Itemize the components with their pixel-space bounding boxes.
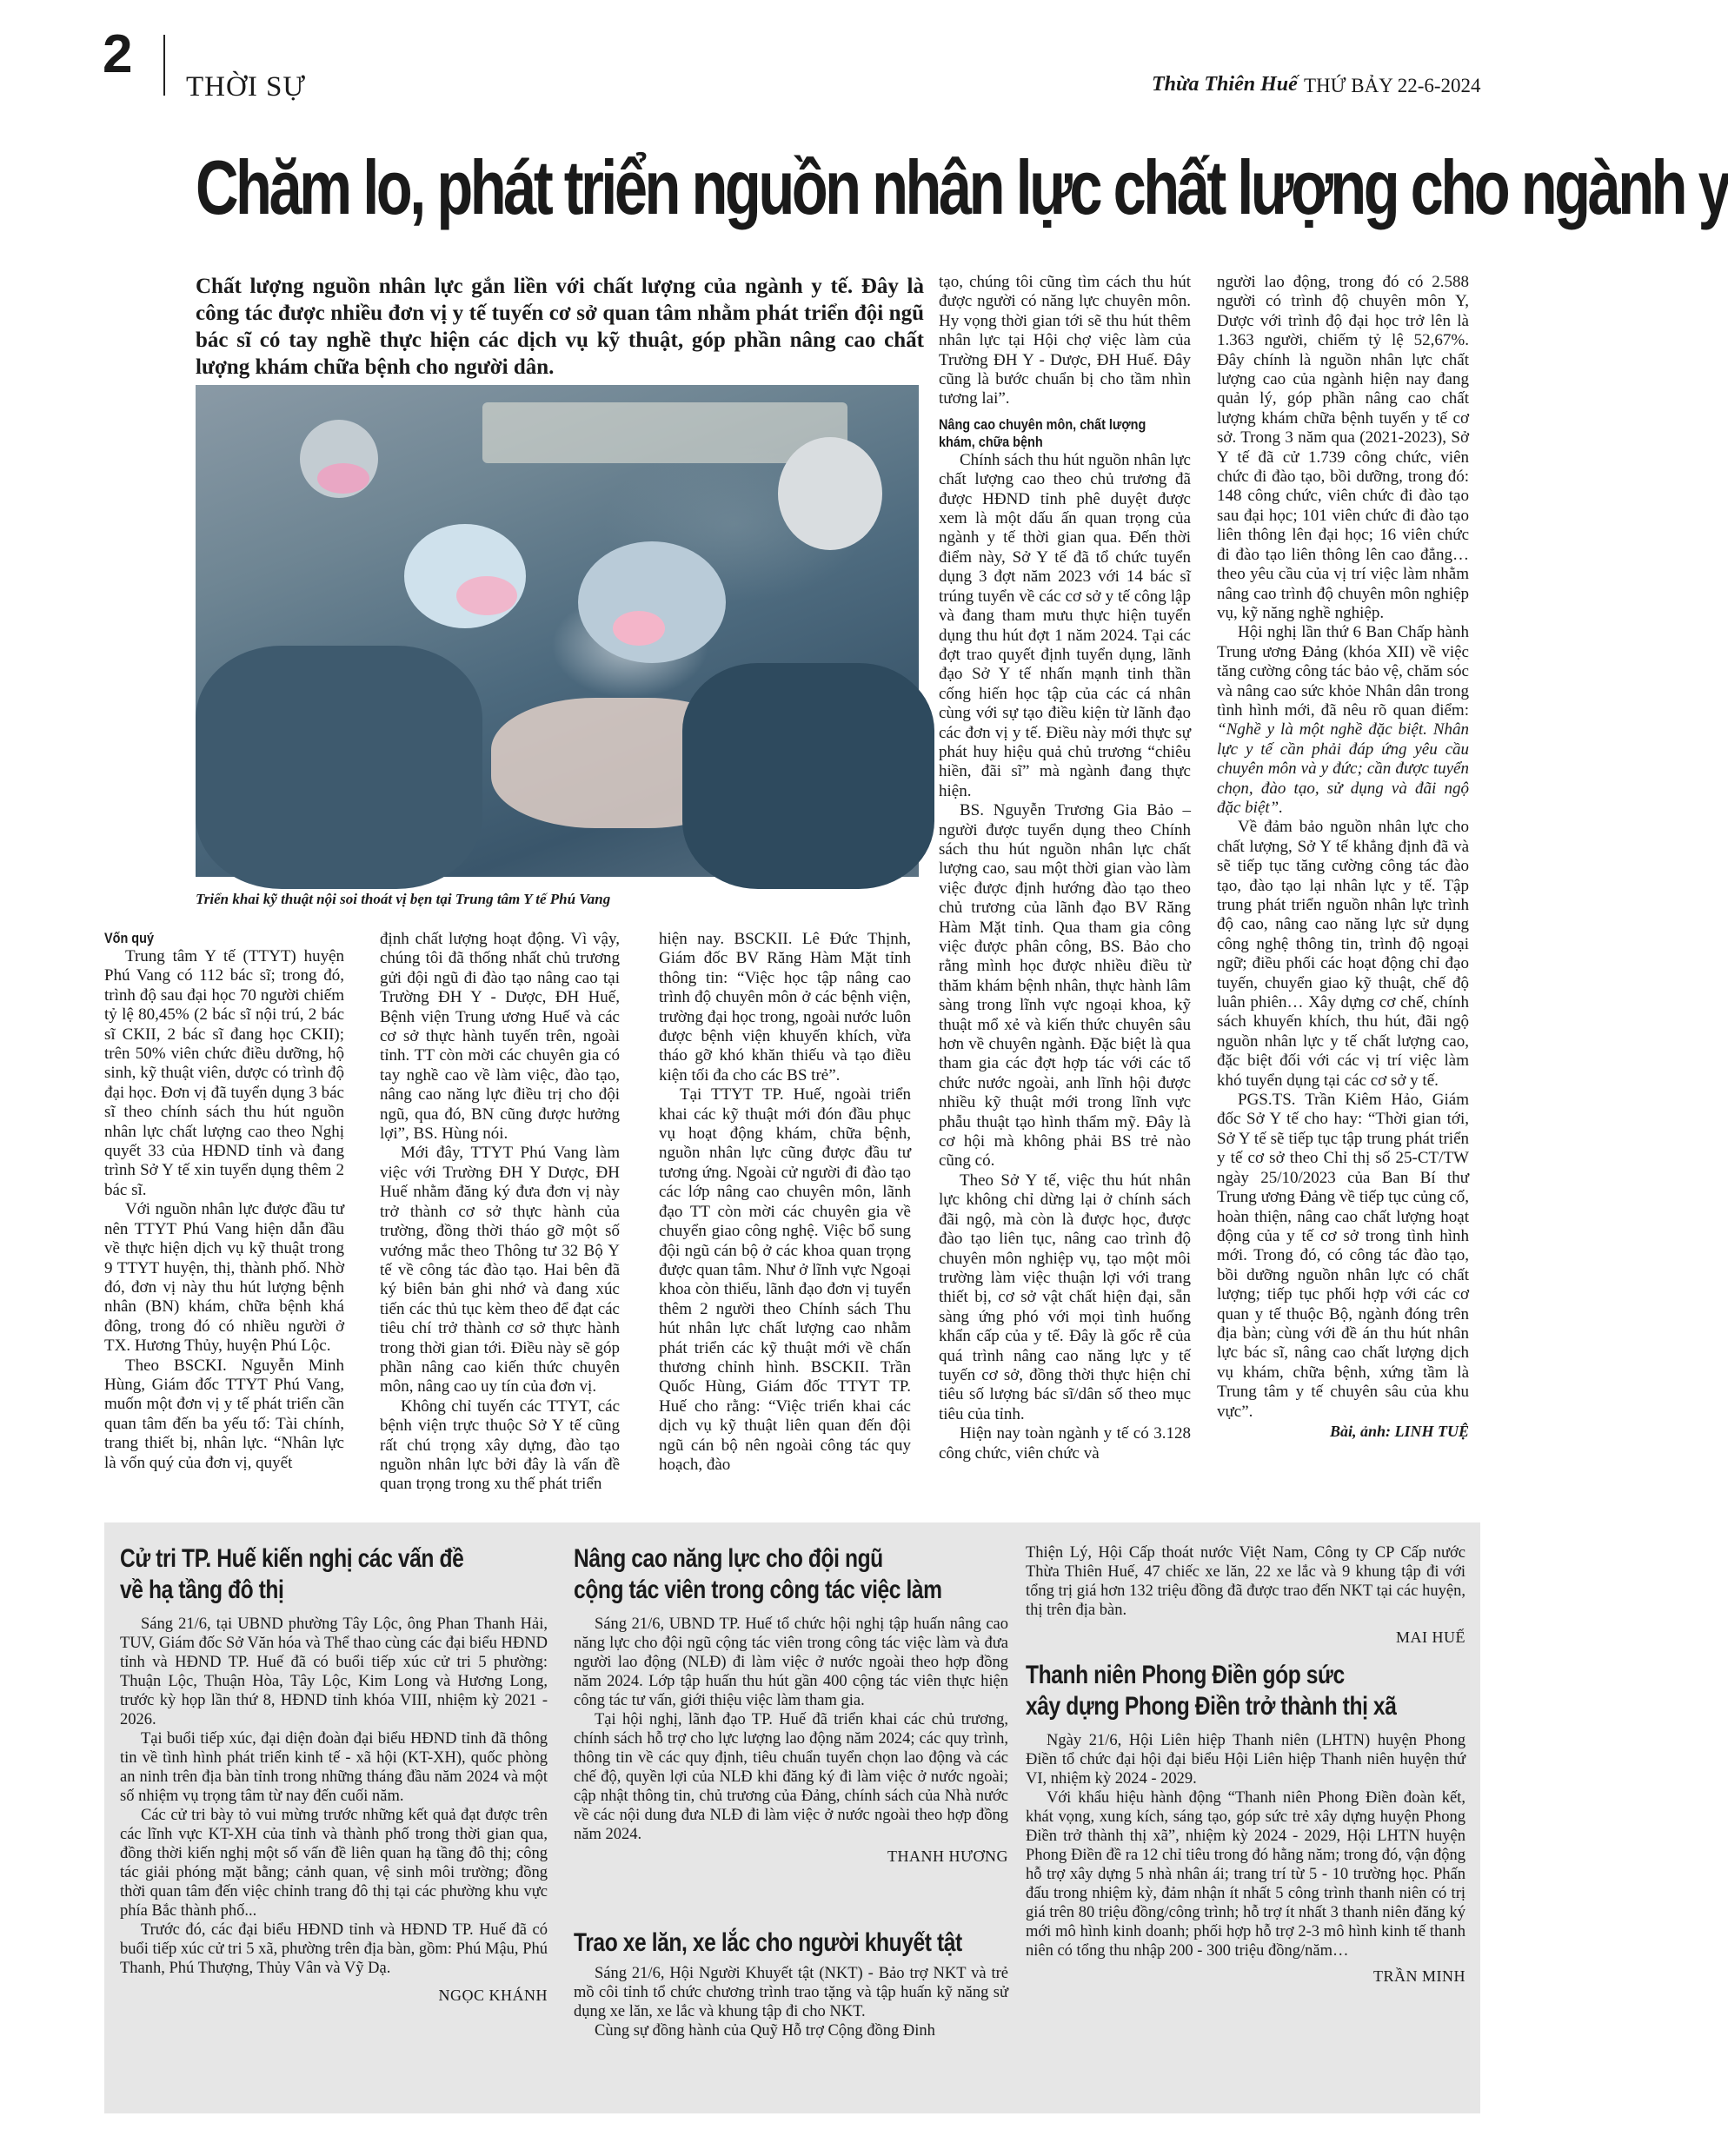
paragraph xyxy=(1217,623,1469,818)
page-number: 2 xyxy=(103,24,133,84)
subheading: Nâng cao chuyên môn, chất lượng xyxy=(939,415,1146,433)
subheading: Vốn quý xyxy=(104,930,155,946)
paragraph: Mới đây, TTYT Phú Vang làm việc với Trường ĐH Y Dược, ĐH Huế nhằm đăng ký đưa đơn vị này trở thành cơ sở thực hành của trường, đồng thời tháo gỡ một số vướng mắc theo Thông tư 32 Bộ Y tế về công tác đào tạo. Hai bên đã ký biên bản ghi nhớ và đang xúc tiến các thủ tục kèm theo để đạt các tiêu chí trở thành cơ sở thực hành trong thời gian tới. Điều này sẽ góp phần nâng cao kiến thức chuyên môn, nâng cao uy tín của đơn vị. xyxy=(380,1144,620,1396)
paragraph: người lao động, trong đó có 2.588 người có trình độ chuyên môn Y, Dược với trình độ đại học trở lên là 1.363 người, chiếm tỷ lệ 52,67%. Đây chính là nguồn nhân lực chất lượng cao của ngành hiện nay đang quản lý, góp phần nâng cao chất lượng khám chữa bệnh tuyến y tế cơ sở. Trong 3 năm qua (2021-2023), Sở Y tế đã cử 1.739 công chức, viên chức đi đào tạo, bồi dưỡng, trong đó: 148 công chức, viên chức đi đào tạo sau đại học; 101 viên chức đi đào tạo liên thông lên đại học; 16 viên chức đi đào tạo liên thông lên cao đẳng… theo yêu cầu của vị trí việc làm nhằm nâng cao trình độ chuyên môn nghiệp vụ, kỹ năng nghề nghiệp. xyxy=(1217,273,1469,622)
paragraph: Trước đó, các đại biểu HĐND tỉnh và HĐND TP. Huế đã có buổi tiếp xúc cử tri 5 xã, phường trên địa bàn, gồm: Phú Mậu, Phú Thanh, Phú Thượng, Thủy Vân và Vỹ Dạ. xyxy=(120,1921,548,1977)
news-brief-2 xyxy=(574,1543,1008,1866)
news-brief-1 xyxy=(120,1543,548,2005)
paragraph: Tại buổi tiếp xúc, đại diện đoàn đại biểu HĐND tỉnh đã thông tin về tình hình phát triển kinh tế - xã hội (KT-XH), quốc phòng an ninh trên địa bàn tỉnh trong những tháng đầu năm 2024 và một số nhiệm vụ trọng tâm từ nay đến cuối năm. xyxy=(120,1730,548,1805)
news-title: xây dựng Phong Điền trở thành thị xã xyxy=(1026,1692,1397,1721)
article-lead: Chất lượng nguồn nhân lực gắn liền với chất lượng của ngành y tế. Đây là công tác được nhiều đơn vị y tế tuyến cơ sở quan tâm nhằm phát triển đội ngũ bác sĩ có tay nghề thực hiện các dịch vụ kỹ thuật, góp phần nâng cao chất lượng khám chữa bệnh cho người dân. xyxy=(196,275,924,379)
news-brief-3-continued xyxy=(1026,1543,1465,1647)
paragraph: hiện nay. BSCKII. Lê Đức Thịnh, Giám đốc BV Răng Hàm Mặt tỉnh thông tin: “Việc học tập nâng cao trình độ chuyên môn ở các bệnh viện, trường đại học trong, ngoài nước luôn được bệnh viện khuyến khích, vừa tháo gỡ khó khăn thiếu và tạo điều kiện tối đa cho các BS trẻ”. xyxy=(659,930,911,1085)
news-brief-3 xyxy=(574,1927,1008,2040)
article-column-4 xyxy=(939,273,1191,1463)
paragraph: Không chỉ tuyến các TTYT, các bệnh viện trực thuộc Sở Y tế cũng rất chú trọng xây dựng, đào tạo nguồn nhân lực bởi đây là vấn đề quan trọng trong xu thế phát triển xyxy=(380,1396,620,1494)
news-title: Cử tri TP. Huế kiến nghị các vấn đề xyxy=(120,1544,464,1573)
paper-name: Thừa Thiên Huế xyxy=(1152,73,1298,96)
quote-text: “Nghề y là một nghề đặc biệt. Nhân lực y tế cần phải đáp ứng yêu cầu chuyên môn và y đức; cần được tuyển chọn, đào tạo, sử dụng và đãi ngộ đặc biệt”. xyxy=(1217,720,1469,817)
news-author: NGỌC KHÁNH xyxy=(438,1987,548,2004)
news-title: Trao xe lăn, xe lắc cho người khuyết tật xyxy=(574,1928,962,1957)
news-author: MAI HUẾ xyxy=(1396,1629,1465,1646)
news-title: Thanh niên Phong Điền góp sức xyxy=(1026,1661,1345,1689)
article-column-2 xyxy=(380,930,620,1495)
header-divider xyxy=(163,35,165,96)
news-body xyxy=(1026,1731,1465,1960)
news-author: THANH HƯƠNG xyxy=(887,1848,1008,1865)
news-body xyxy=(574,1615,1008,1844)
article-byline: Bài, ảnh: LINH TUỆ xyxy=(1329,1422,1469,1440)
article-column-1 xyxy=(104,930,344,1473)
paragraph: Với khẩu hiệu hành động “Thanh niên Phong Điền đoàn kết, khát vọng, xung kích, sáng tạo, góp sức trẻ xây dựng huyện Phong Điền trở thành thị xã”, nhiệm kỳ 2024 - 2029, Hội LHTN huyện Phong Điền đề ra 12 chỉ tiêu trong đó hằng năm; trong đó, vận động hỗ trợ xây dựng 5 nhà nhân ái; trang trí từ 5 - 10 trường học. Phấn đấu trong nhiệm kỳ, đảm nhận ít nhất 5 công trình thanh niên có trị giá trên 80 triệu đồng/công trình; hỗ trợ ít nhất 3 thanh niên đăng ký mới mô hình kinh doanh; phối hợp hỗ trợ 2-3 mô hình kinh tế thanh niên có tổng thu nhập 200 - 300 triệu đồng/năm… xyxy=(1026,1789,1465,1960)
paragraph: PGS.TS. Trần Kiêm Hảo, Giám đốc Sở Y tế cho hay: “Thời gian tới, Sở Y tế sẽ tiếp tục tập trung phát triển y tế cơ sở theo Chỉ thị số 25-CT/TW ngày 25/10/2023 của Ban Bí thư Trung ương Đảng về tiếp tục củng cố, hoàn thiện, nâng cao chất lượng hoạt động của y tế cơ sở trong tình hình mới. Trong đó, có công tác đào tạo, bồi dưỡng nguồn nhân lực có chất lượng; tiếp tục phối hợp với các cơ quan y tế thuộc Bộ, ngành đóng trên địa bàn; cùng với đề án thu hút nhân lực bác sĩ, nâng cao chất lượng dịch vụ khám, chữa bệnh, xứng tầm là Trung tâm y tế chuyên sâu của khu vực”. xyxy=(1217,1091,1469,1421)
section-title: THỜI SỰ xyxy=(186,71,307,103)
paragraph: Tại hội nghị, lãnh đạo TP. Huế đã triển khai các chủ trương, chính sách hỗ trợ cho lực lượng lao động năm 2024; các quy trình, thông tin về các quy định, tiêu chuẩn tuyển chọn lao động và các chế độ, quyền lợi của NLĐ khi đăng ký đi làm việc ở nước ngoài; cập nhật thông tin, chủ trương của Đảng, chính sách của Nhà nước về các nội dung đưa NLĐ đi làm việc ở nước ngoài theo hợp đồng năm 2024. xyxy=(574,1711,1008,1843)
news-title: cộng tác viên trong công tác việc làm xyxy=(574,1576,942,1604)
paragraph: BS. Nguyễn Trương Gia Bảo – người được tuyển dụng theo Chính sách thu hút nguồn nhân lực chất lượng cao, sau một thời gian vào làm việc được định hướng đào tạo theo chủ trương của lãnh đạo BV Răng Hàm Mặt tỉnh. Qua tham gia công việc được phân công, BS. Bảo cho rằng mình học được nhiều điều từ thăm khám bệnh nhân, thực hành lâm sàng trong lĩnh vực ngoại khoa, kỹ thuật mổ xẻ và kiến thức chuyên sâu hơn về chuyên ngành. Đặc biệt là qua tham gia các đợt hợp tác với các tổ chức nước ngoài, anh lĩnh hội được nhiều kỹ thuật mới trong lĩnh vực phẫu thuật tạo hình thẩm mỹ. Đây là cơ hội mà không phải BS trẻ nào cũng có. xyxy=(939,801,1191,1171)
paragraph: Thiện Lý, Hội Cấp thoát nước Việt Nam, Công ty CP Cấp nước Thừa Thiên Huế, 47 chiếc xe lăn, 22 xe lắc và 9 khung tập đi với tổng trị giá hơn 132 triệu đồng đã được trao đến NKT tại các huyện, thị trên địa bàn. xyxy=(1026,1544,1465,1619)
paragraph: tạo, chúng tôi cũng tìm cách thu hút được người có năng lực chuyên môn. Hy vọng thời gian tới sẽ thu hút thêm nhân lực tại Hội chợ việc làm của Trường ĐH Y - Dược, ĐH Huế. Đây cũng là bước chuẩn bị cho tầm nhìn tương lai”. xyxy=(939,273,1191,408)
paragraph: Tại TTYT TP. Huế, ngoài triển khai các kỹ thuật mới đón đầu phục vụ hoạt động khám, chữa bệnh, nguồn nhân lực cũng được đầu tư tương ứng. Ngoài cử người đi đào tạo các lớp nâng cao chuyên môn, lãnh đạo TT còn mời các chuyên gia về chuyển giao công nghệ. Việc bổ sung đội ngũ cán bộ ở các khoa quan trọng được quan tâm. Như ở lĩnh vực Ngoại khoa còn thiếu, lãnh đạo đơn vị tuyển thêm 2 người theo Chính sách Thu hút nhân lực chất lượng cao nhằm phát triển các kỹ thuật mới về chấn thương chỉnh hình. BSCKII. Trần Quốc Hùng, Giám đốc TTYT TP. Huế cho rằng: “Việc triển khai các dịch vụ kỹ thuật liên quan đến đội ngũ cán bộ nên ngoài công tác quy hoạch, đào xyxy=(659,1085,911,1474)
news-author: TRẦN MINH xyxy=(1373,1967,1465,1985)
photo-caption: Triển khai kỹ thuật nội soi thoát vị bẹn tại Trung tâm Y tế Phú Vang xyxy=(196,891,611,907)
paragraph: Về đảm bảo nguồn nhân lực cho chất lượng, Sở Y tế khẳng định đã và sẽ tiếp tục tăng cường công tác đào tạo, đào tạo lại nhân lực y tế. Tập trung phát triển nguồn nhân lực trình độ cao, nâng cao năng lực sử dụng công nghệ thông tin, trình độ ngoại ngữ; điều phối các hoạt động chỉ đạo tuyến, chuyển giao kỹ thuật, chế độ luân phiên… Xây dựng cơ chế, chính sách khuyến khích, thu hút, đãi ngộ nguồn nhân lực y tế chất lượng cao, đặc biệt đối với các vị trí việc làm khó tuyển dụng tại các cơ sở y tế. xyxy=(1217,818,1469,1090)
paragraph: Hiện nay toàn ngành y tế có 3.128 công chức, viên chức và xyxy=(939,1424,1191,1463)
paragraph: Ngày 21/6, Hội Liên hiệp Thanh niên (LHTN) huyện Phong Điền tổ chức đại hội đại biểu Hội Liên hiệp Thanh niên huyện thứ VI, nhiệm kỳ 2024 - 2029. xyxy=(1026,1732,1465,1788)
article-column-5 xyxy=(1217,273,1469,1441)
paragraph: Theo Sở Y tế, việc thu hút nhân lực không chỉ dừng lại ở chính sách đãi ngộ, mà còn là được học, được đào tạo liên tục, nâng cao trình độ chuyên môn nghiệp vụ, tạo một môi trường làm việc thuận lợi với trang thiết bị, cơ sở vật chất hiện đại, sẵn sàng ứng phó với mọi tình huống khẩn cấp của y tế. Đây là gốc rễ của quá trình nâng cao năng lực y tế tuyến cơ sở, đồng thời thực hiện chỉ tiêu số lượng bác sĩ/dân số theo mục tiêu của tỉnh. xyxy=(939,1171,1191,1423)
news-body xyxy=(120,1615,548,1978)
paragraph: Các cử tri bày tỏ vui mừng trước những kết quả đạt được trên các lĩnh vực KT-XH của tỉnh và thành phố trong thời gian qua, đồng thời kiến nghị một số vấn đề liên quan hạ tầng đô thị; công tác giải phóng mặt bằng; cảnh quan, vệ sinh môi trường; đồng thời quan tâm đến việc chỉnh trang đô thị tại các phường khu vực phía Bắc thành phố... xyxy=(120,1807,548,1920)
paragraph: Theo BSCKI. Nguyễn Minh Hùng, Giám đốc TTYT Phú Vang, muốn một đơn vị y tế phát triển cần quan tâm đến ba yếu tố: Tài chính, trang thiết bị, nhân lực. “Nhân lực là vốn quý của đơn vị, quyết xyxy=(104,1356,344,1472)
article-column-3 xyxy=(659,930,911,1475)
surgery-photo xyxy=(196,385,919,877)
paragraph: định chất lượng hoạt động. Vì vậy, chúng tôi đã thống nhất chủ trương gửi đội ngũ đi đào tạo nâng cao tại Trường ĐH Y - Dược, ĐH Huế, Bệnh viện Trung ương Huế và các cơ sở thực hành tuyến trên, ngoài tỉnh. TT còn mời các chuyên gia có tay nghề cao về làm việc, đào tạo, nâng cao năng lực điều trị cho đội ngũ, qua đó, BN cũng được hưởng lợi”, BS. Hùng nói. xyxy=(380,930,620,1144)
paragraph-text: Hội nghị lần thứ 6 Ban Chấp hành Trung ương Đảng (khóa XII) về việc tăng cường công tác bảo vệ, chăm sóc và nâng cao sức khỏe Nhân dân trong tình hình mới, đã nêu rõ quan điểm: xyxy=(1217,623,1469,720)
news-body xyxy=(574,1964,1008,2040)
paragraph: Sáng 21/6, UBND TP. Huế tổ chức hội nghị tập huấn nâng cao năng lực cho đội ngũ cộng tác viên trong công tác việc làm và đưa người lao động (NLĐ) đi làm việc ở nước ngoài theo hợp đồng năm 2024. Lớp tập huấn thu hút gần 400 cộng tác viên thực hiện công tác tư vấn, giới thiệu việc làm tham gia. xyxy=(574,1615,1008,1709)
news-title: về hạ tầng đô thị xyxy=(120,1576,284,1604)
issue-date: THỨ BẢY 22-6-2024 xyxy=(1304,75,1481,96)
paragraph: Sáng 21/6, tại UBND phường Tây Lộc, ông Phan Thanh Hải, TUV, Giám đốc Sở Văn hóa và Thể thao cùng các đại biểu HĐND tỉnh và HĐND TP. Huế đã có buổi tiếp xúc cử tri 5 phường: Thuận Lộc, Thuận Hòa, Tây Lộc, Kim Long và Hương Long, trước kỳ họp lần thứ 8, HĐND tỉnh khóa VIII, nhiệm kỳ 2021 - 2026. xyxy=(120,1615,548,1728)
paragraph: Chính sách thu hút nguồn nhân lực chất lượng cao theo chủ trương đã được HĐND tỉnh phê duyệt được xem là một dấu ấn quan trọng của ngành y tế thời gian qua. Đến thời điểm này, Sở Y tế đã tổ chức tuyển dụng 3 đợt năm 2023 với 14 bác sĩ trúng tuyển về các cơ sở y tế công lập và đang tham mưu thực hiện tuyển dụng thu hút đợt 1 năm 2024. Tại các đợt trao quyết định tuyển dụng, lãnh đạo Sở Y tế nhấn mạnh tinh thần cống hiến học tập của các cá nhân cùng với sự tạo điều kiện từ lãnh đạo các đơn vị y tế. Điều này mới thực sự phát huy hiệu quả chủ trương “chiêu hiền, đãi sĩ” mà ngành đang thực hiện. xyxy=(939,450,1191,800)
subheading: khám, chữa bệnh xyxy=(939,433,1043,450)
paragraph: Cùng sự đồng hành của Quỹ Hỗ trợ Cộng đồng Đinh xyxy=(595,2022,935,2040)
news-body xyxy=(1026,1543,1465,1620)
paragraph: Trung tâm Y tế (TTYT) huyện Phú Vang có 112 bác sĩ; trong đó, trình độ sau đại học 70 người chiếm tỷ lệ 80,45% (2 bác sĩ nội trú, 2 bác sĩ CKII, 2 bác sĩ đang học CKII); trên 50% viên chức điều dưỡng, hộ sinh, kỹ thuật viên, dược có trình độ đại học. Đơn vị đã tuyển dụng 3 bác sĩ theo chính sách thu hút nguồn nhân lực chất lượng cao theo Nghị quyết 33 của HĐND tỉnh và đang trình Sở Y tế xin tuyển dụng thêm 2 bác sĩ. xyxy=(104,947,344,1199)
paragraph: Với nguồn nhân lực được đầu tư nên TTYT Phú Vang hiện dẫn đầu về thực hiện dịch vụ kỹ thuật trong 9 TTYT huyện, thị, thành phố. Nhờ đó, đơn vị này thu hút lượng bệnh nhân (BN) khám, chữa bệnh khá đông, trong đó có nhiều người ở TX. Hương Thủy, huyện Phú Lộc. xyxy=(104,1200,344,1356)
paragraph: Sáng 21/6, Hội Người Khuyết tật (NKT) - Bảo trợ NKT và trẻ mồ côi tỉnh tổ chức chương trình trao tặng và tập huấn kỹ năng sử dụng xe lăn, xe lắc và khung tập đi cho NKT. xyxy=(574,1965,1008,2020)
news-brief-4 xyxy=(1026,1660,1465,1986)
article-headline: Chăm lo, phát triển nguồn nhân lực chất lượng cho ngành y xyxy=(196,144,1728,230)
news-title: Nâng cao năng lực cho đội ngũ xyxy=(574,1544,883,1573)
